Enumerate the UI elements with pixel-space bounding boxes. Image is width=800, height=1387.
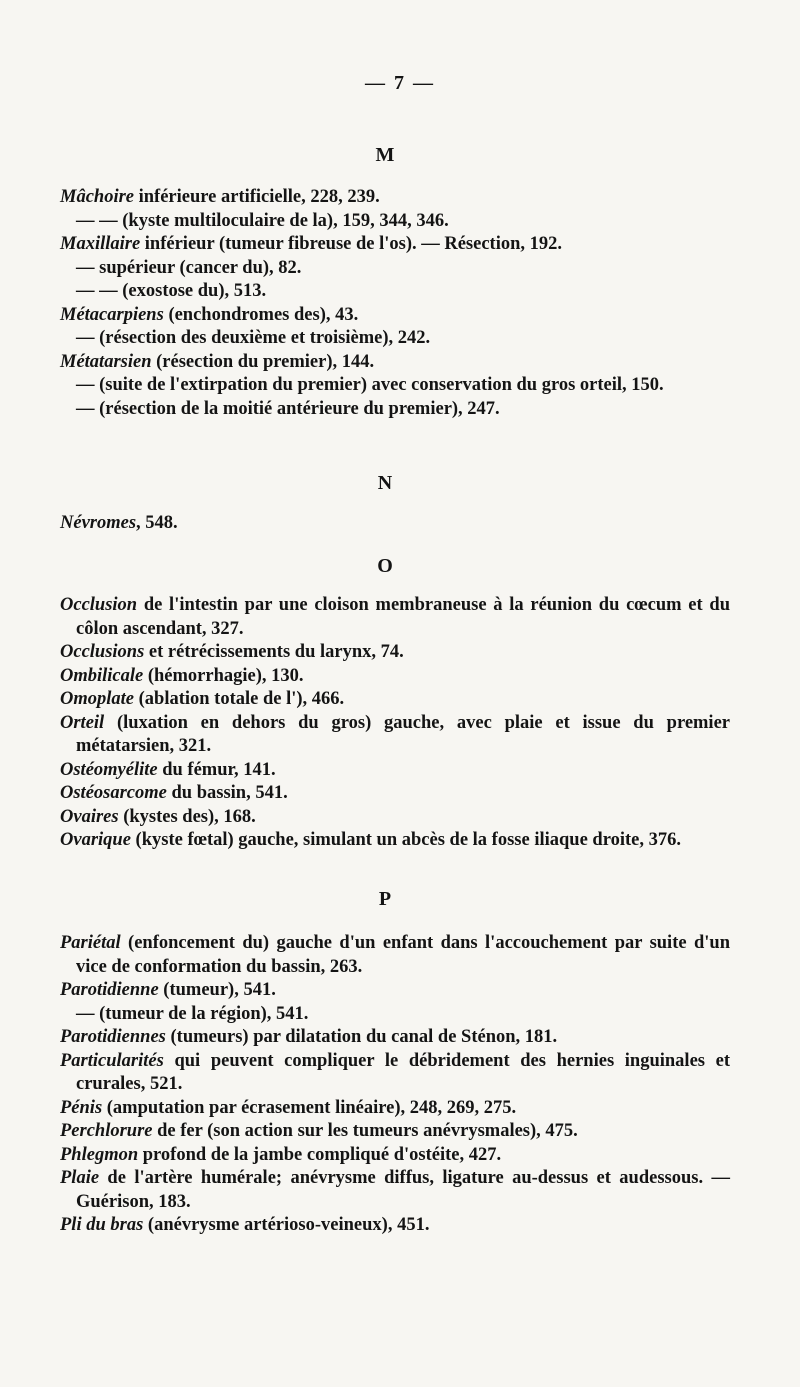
section-letter-n: N [377,472,393,494]
index-entry: Occlusions et rétrécissements du larynx, 74. [60,642,404,662]
section-letter-o: O [377,555,393,577]
index-entry: Parotidiennes (tumeurs) par dilatation du canal de Sténon, 181. [60,1027,558,1047]
section-letter-p: P [378,888,392,910]
index-entry: Ovaires (kystes des), 168. [60,806,256,827]
index-entry: — (résection des deuxième et troisième), 242. [76,328,431,348]
index-entry: Particularités qui peuvent compliquer le débridement des hernies inguinales et crurales, 521. [60,1050,730,1094]
index-entry: Ostéomyélite du fémur, 141. [60,759,276,780]
index-entry: Perchlorure de fer (son action sur les tumeurs anévrysmales), 475. [60,1121,578,1141]
index-entry: Pariétal (enfoncement du) gauche d'un enfant dans l'accouchement par suite d'un vice de conformation du bassin, 263. [60,933,730,977]
index-entry: Ovarique (kyste fœtal) gauche, simulant un abcès de la fosse iliaque droite, 376. [60,830,681,850]
section-m-entries [60,186,730,421]
index-entry: — — (kyste multiloculaire de la), 159, 344, 346. [76,210,449,231]
index-entry: Occlusion de l'intestin par une cloison membraneuse à la réunion du cœcum et du côlon ascendant, 327. [60,595,730,639]
section-p-entries [60,932,730,1238]
index-entry: Pli du bras (anévrysme artérioso-veineux), 451. [60,1215,430,1235]
index-entry: Métacarpiens (enchondromes des), 43. [60,304,359,325]
index-entry: Parotidienne (tumeur), 541. [60,980,276,1000]
section-letter-m: M [375,144,395,166]
index-entry: Pénis (amputation par écrasement linéaire), 248, 269, 275. [60,1097,517,1118]
index-entry: — (tumeur de la région), 541. [76,1003,309,1024]
index-entry: Plaie de l'artère humérale; anévrysme diffus, ligature au-dessus et audessous. — Guérison, 183. [60,1168,730,1212]
section-n-entries [60,512,730,536]
index-entry: Métatarsien (résection du premier), 144. [60,351,375,372]
page-number: — 7 — [365,72,435,94]
index-entry: Maxillaire inférieur (tumeur fibreuse de l'os). — Résection, 192. [60,234,563,254]
section-o-entries [60,594,730,853]
index-entry: Ostéosarcome du bassin, 541. [60,783,288,803]
index-entry: — (suite de l'extirpation du premier) avec conservation du gros orteil, 150. [76,375,664,395]
index-entry: Mâchoire inférieure artificielle, 228, 239. [60,187,380,207]
index-entry: Ombilicale (hémorrhagie), 130. [60,665,304,686]
index-entry: — supérieur (cancer du), 82. [76,257,302,278]
index-entry: Orteil (luxation en dehors du gros) gauche, avec plaie et issue du premier métatarsien, 321. [60,712,730,756]
index-entry: Omoplate (ablation totale de l'), 466. [60,689,345,709]
index-entry: Phlegmon profond de la jambe compliqué d'ostéite, 427. [60,1144,502,1165]
index-entry: Névromes, 548. [60,513,178,533]
index-entry: — (résection de la moitié antérieure du premier), 247. [76,398,500,419]
index-entry: — — (exostose du), 513. [76,281,267,301]
